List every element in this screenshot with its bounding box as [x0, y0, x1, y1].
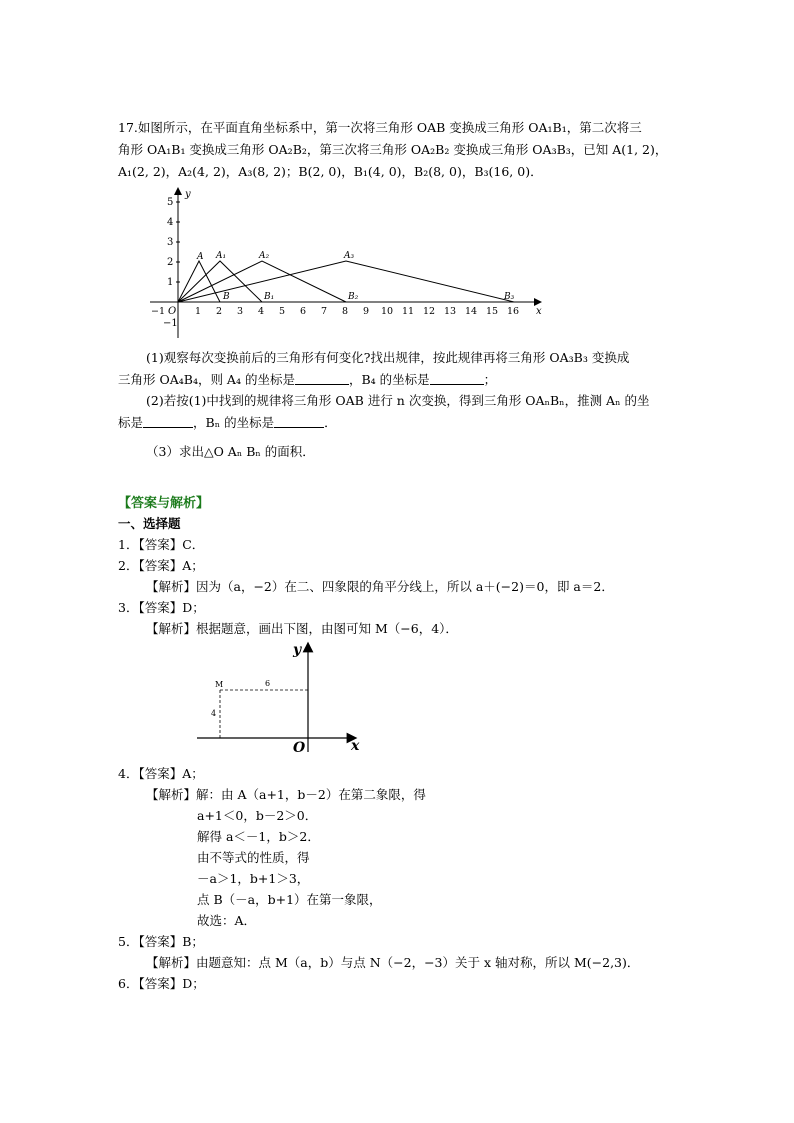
x-tick-15: 15 — [486, 306, 499, 317]
point-M-figure — [195, 640, 370, 755]
x-tick-12: 12 — [423, 306, 436, 317]
explanation-4-line-4: －a＞1，b+1＞3， — [197, 871, 310, 886]
explanation-4-line-2: 解得 a＜－1，b＞2． — [197, 829, 320, 844]
q17-part2-text-mid: ，Bₙ 的坐标是 — [193, 415, 275, 430]
x-ticks — [151, 306, 519, 317]
x-axis-label: x — [536, 306, 542, 317]
x-tick-5: 5 — [279, 306, 286, 317]
label-B: B — [223, 292, 230, 302]
x-tick-1: 1 — [195, 306, 202, 317]
explanation-4-line-1: a+1＜0，b－2＞0． — [197, 808, 318, 823]
q17-part2-text-pre: 标是 — [118, 415, 144, 430]
answer-blank-An — [143, 414, 193, 428]
answer-3: 3．【答案】D； — [118, 600, 205, 615]
y-axis-label: y — [185, 189, 191, 200]
answers-heading: 【答案与解析】 — [118, 496, 210, 511]
x-tick-neg1: −1 — [151, 306, 166, 317]
x-tick-6: 6 — [300, 306, 307, 317]
fig2-origin-label: O — [293, 740, 306, 755]
explanation-4-line-6: 故选：A． — [197, 913, 257, 928]
q17-part1-line-b — [118, 369, 496, 390]
label-A: A — [197, 252, 204, 262]
x-tick-11: 11 — [402, 306, 415, 317]
explanation-5: 【解析】由题意知：点 M（a，b）与点 N（−2，−3）关于 x 轴对称，所以 M(−2,3)． — [146, 955, 640, 970]
y-tick-2: 2 — [167, 257, 174, 268]
q17-line-1: 17.如图所示，在平面直角坐标系中，第一次将三角形 OAB 变换成三角形 OA₁B₁，第二次将三 — [118, 120, 642, 135]
q17-part2-line-a: (2)若按(1)中找到的规律将三角形 OAB 进行 n 次变换，得到三角形 OAₙBₙ，推测 Aₙ 的坐 — [146, 393, 650, 408]
q17-part1-text-mid: ，B₄ 的坐标是 — [348, 372, 430, 387]
label-A3: A₃ — [344, 251, 355, 261]
x-tick-4: 4 — [258, 306, 265, 317]
q17-line-2: 角形 OA₁B₁ 变换成三角形 OA₂B₂，第三次将三角形 OA₂B₂ 变换成三角形 OA₃B₃，已知 A(1, 2)， — [118, 142, 668, 157]
y-tick-3: 3 — [167, 237, 174, 248]
x-tick-7: 7 — [321, 306, 328, 317]
q17-part2-line-b — [118, 412, 337, 433]
q17-line-3: A₁(2, 2)，A₂(4, 2)，A₃(8, 2)；B(2, 0)，B₁(4, 0)，B₂(8, 0)，B₃(16, 0)． — [118, 164, 543, 179]
point-labels — [196, 251, 515, 302]
answer-4: 4．【答案】A； — [118, 766, 204, 781]
label-B3: B₃ — [504, 292, 515, 302]
x-tick-13: 13 — [444, 306, 457, 317]
answer-2: 2．【答案】A； — [118, 558, 204, 573]
answer-blank-Bn — [274, 414, 324, 428]
fig2-distance-6: 6 — [265, 679, 271, 688]
y-tick-1: 1 — [167, 277, 174, 288]
label-A2: A₂ — [259, 251, 270, 261]
fig2-point-M-label: M — [215, 680, 224, 689]
fig2-y-label: y — [293, 642, 302, 658]
label-B2: B₂ — [348, 292, 359, 302]
explanation-4-line-5: 点 B（－a，b+1）在第一象限， — [197, 892, 382, 907]
explanation-2: 【解析】因为（a，−2）在二、四象限的角平分线上，所以 a＋(−2)＝0，即 a＝2． — [146, 579, 614, 594]
section-title-multiple-choice: 一、选择题 — [118, 516, 181, 531]
origin-label: O — [168, 306, 177, 317]
x-tick-14: 14 — [465, 306, 478, 317]
x-tick-9: 9 — [363, 306, 370, 317]
label-B1: B₁ — [264, 292, 275, 302]
answer-6: 6．【答案】D； — [118, 976, 205, 991]
q17-part1-line-a: (1)观察每次变换前后的三角形有何变化?找出规律，按此规律再将三角形 OA₃B₃ 变换成 — [146, 350, 630, 365]
fig2-distance-4: 4 — [211, 709, 217, 718]
triangle-transformation-figure — [140, 183, 550, 343]
x-tick-3: 3 — [237, 306, 244, 317]
answer-blank-A4 — [295, 371, 349, 385]
fig2-x-label: x — [351, 738, 360, 754]
explanation-4-line-3: 由不等式的性质，得 — [197, 850, 310, 865]
explanation-4: 【解析】解：由 A（a+1，b－2）在第二象限，得 — [146, 787, 426, 802]
x-tick-8: 8 — [342, 306, 349, 317]
q17-part1-text-end: ； — [483, 372, 497, 387]
q17-part2-text-end: ． — [324, 415, 337, 430]
q17-part3: （3）求出△O Aₙ Bₙ 的面积． — [146, 444, 315, 459]
y-tick-4: 4 — [167, 217, 174, 228]
answer-1: 1．【答案】C． — [118, 537, 205, 552]
explanation-3: 【解析】根据题意，画出下图，由图可知 M（−6，4）． — [146, 621, 458, 636]
q17-part1-text-pre: 三角形 OA₄B₄，则 A₄ 的坐标是 — [118, 372, 295, 387]
x-tick-16: 16 — [507, 306, 520, 317]
x-tick-10: 10 — [381, 306, 394, 317]
label-A1: A₁ — [216, 251, 227, 261]
y-tick-5: 5 — [167, 197, 174, 208]
answer-5: 5．【答案】B； — [118, 934, 204, 949]
answer-blank-B4 — [430, 371, 484, 385]
x-tick-2: 2 — [216, 306, 223, 317]
y-tick-neg1: −1 — [163, 318, 178, 329]
